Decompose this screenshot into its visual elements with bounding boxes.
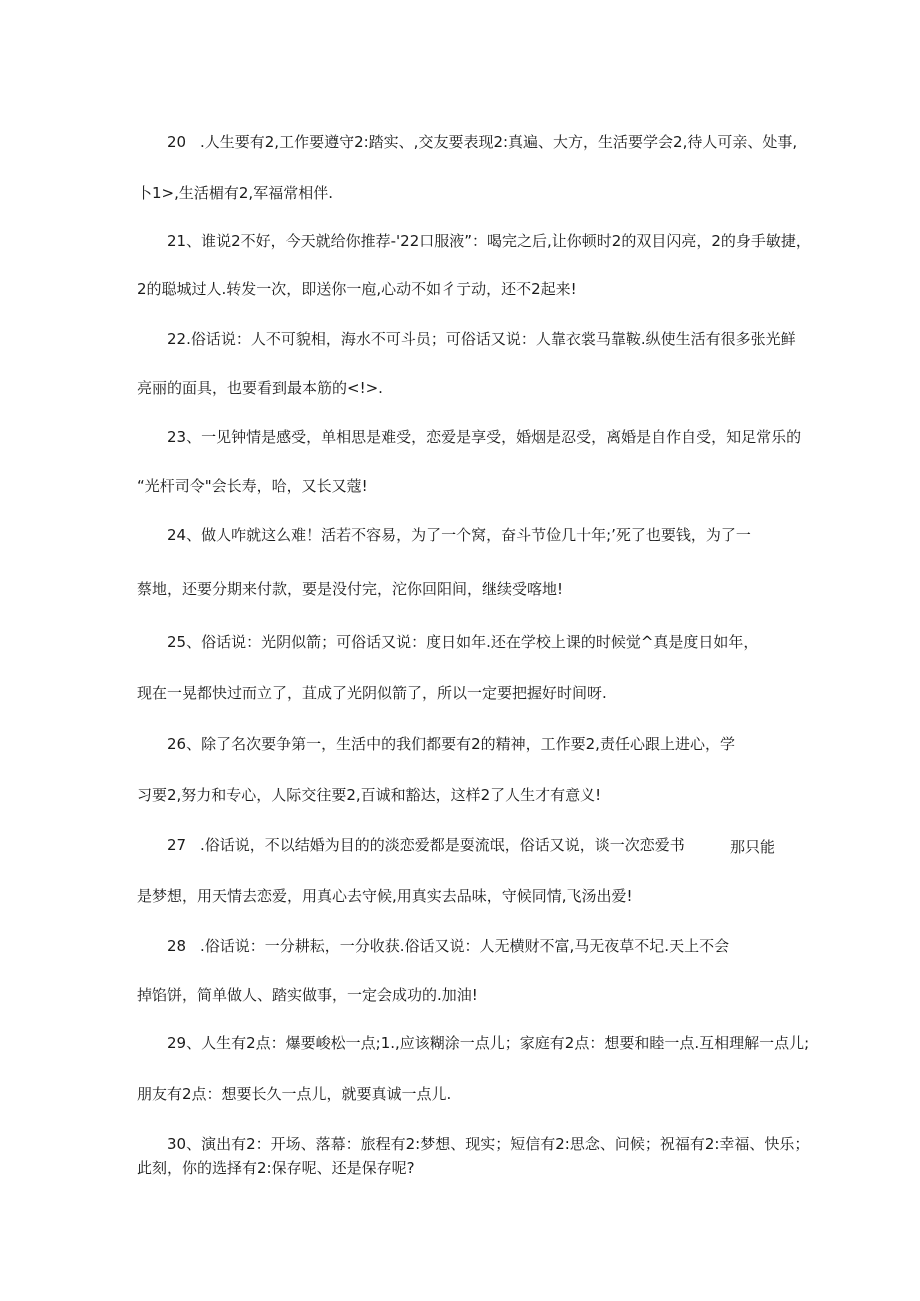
paragraph-text: 、除了名次要争第一，生活中的我们都要有2的精神，工作要2,责任心跟上进心，学 (186, 735, 735, 753)
paragraph-20-line-1 (167, 132, 797, 152)
paragraph-text: 掉馅饼，简单做人、踏实做事，一定会成功的.加油! (137, 986, 478, 1004)
paragraph-text: 、人生有2点：爆要峻松一点;1.,应该糊涂一点儿；家庭有2点：想要和睦一点.互相理解一点儿; (186, 1034, 810, 1052)
paragraph-24-line-1 (167, 525, 751, 545)
paragraph-30-line-2 (137, 1158, 415, 1178)
paragraph-text: 此刻，你的选择有2:保存呢、还是保存呢? (137, 1159, 415, 1177)
paragraph-text: 2的聪城过人.转发一次，即送你一庖,心动不如彳亍动，还不2起来! (137, 280, 577, 298)
paragraph-27-aside (730, 837, 775, 857)
paragraph-text: 、做人咋就这么难！活若不容易，为了一个窝，奋斗节俭几十年;’死了也要钱，为了一 (186, 526, 751, 544)
paragraph-number: 30 (167, 1135, 187, 1153)
paragraph-text: 是梦想，用天情去恋爱，用真心去守候,用真实去品味，守候同情,飞汤出爱! (137, 887, 633, 905)
paragraph-27-line-2 (137, 886, 633, 906)
paragraph-28-line-2 (137, 985, 478, 1005)
paragraph-25-line-2 (137, 683, 607, 703)
paragraph-text: 、谁说2不好，今天就给你推荐-'22口服液”：喝完之后,让你顿时2的双目闪亮，2的身手敏捷， (186, 232, 811, 250)
paragraph-number: 27 (167, 836, 187, 854)
paragraph-25-line-1 (167, 632, 758, 652)
paragraph-text: .俗话说：人不可貌相，海水不可斗员；可俗话又说：人靠衣裳马靠鞍.纵使生活有很多张光鲜 (186, 330, 796, 348)
paragraph-28-line-1 (167, 936, 729, 956)
paragraph-text: .俗话说：一分耕耘，一分收获.俗话又说：人无横财不富,马无夜草不圮.天上不会 (200, 937, 730, 955)
paragraph-aside-text: 那只能 (730, 838, 776, 856)
paragraph-22-line-1 (167, 329, 796, 349)
paragraph-text: .人生要有2,工作要遵守2:踏实、,交友要表现2:真遍、大方，生活要学会2,待人可亲、处事, (200, 133, 798, 151)
paragraph-number: 28 (167, 937, 187, 955)
paragraph-text: .俗话说，不以结婚为目的的淡恋爱都是耍流氓，俗话又说，谈一次恋爱书 (200, 836, 685, 854)
paragraph-29-line-2 (137, 1084, 451, 1104)
paragraph-29-line-1 (167, 1033, 809, 1053)
paragraph-text: 、演出有2：开场、落幕：旅程有2:梦想、现实；短信有2:思念、问候；祝福有2:幸福、快乐； (186, 1135, 810, 1153)
paragraph-20-line-2 (137, 183, 333, 203)
paragraph-number: 22 (167, 330, 187, 348)
paragraph-23-line-1 (167, 427, 801, 447)
paragraph-number: 21 (167, 232, 187, 250)
paragraph-text: “光杆司令"会长寿，哈，又长又蔻! (137, 477, 368, 495)
paragraph-22-line-2 (137, 378, 383, 398)
paragraph-number: 23 (167, 428, 187, 446)
paragraph-text: 蔡地，还要分期来付款，要是没付完，沱你回阳间，继续受喀地! (137, 580, 564, 598)
paragraph-number: 24 (167, 526, 187, 544)
paragraph-text: 现在一晃都快过而立了，苴成了光阴似箭了，所以一定要把握好时间呀. (137, 684, 607, 702)
paragraph-number: 26 (167, 735, 187, 753)
paragraph-21-line-2 (137, 279, 577, 299)
paragraph-text: 、俗话说：光阴似箭；可俗话又说：度日如年.还在学校上课的时候觉^真是度日如年， (186, 633, 759, 651)
paragraph-text: 、一见钟情是感受，单相思是难受，恋爱是享受，婚烟是忍受，离婚是自作自受，知足常乐的 (186, 428, 802, 446)
paragraph-text: 卜1>,生活楣有2,军福常相伴. (137, 184, 333, 202)
paragraph-30-line-1 (167, 1134, 809, 1154)
paragraph-number: 29 (167, 1034, 187, 1052)
paragraph-text: 亮丽的面具，也要看到最本筋的<!>. (137, 379, 383, 397)
paragraph-number: 20 (167, 133, 187, 151)
paragraph-text: 习要2,努力和专心，人际交往要2,百诚和豁达，这样2了人生才有意义! (137, 786, 602, 804)
paragraph-27-line-1 (167, 835, 685, 855)
paragraph-26-line-2 (137, 785, 601, 805)
paragraph-text: 朋友有2点：想要长久一点儿，就要真诚一点儿. (137, 1085, 452, 1103)
paragraph-26-line-1 (167, 734, 735, 754)
paragraph-24-line-2 (137, 579, 563, 599)
paragraph-23-line-2 (137, 476, 368, 496)
paragraph-21-line-1 (167, 231, 811, 251)
paragraph-number: 25 (167, 633, 187, 651)
